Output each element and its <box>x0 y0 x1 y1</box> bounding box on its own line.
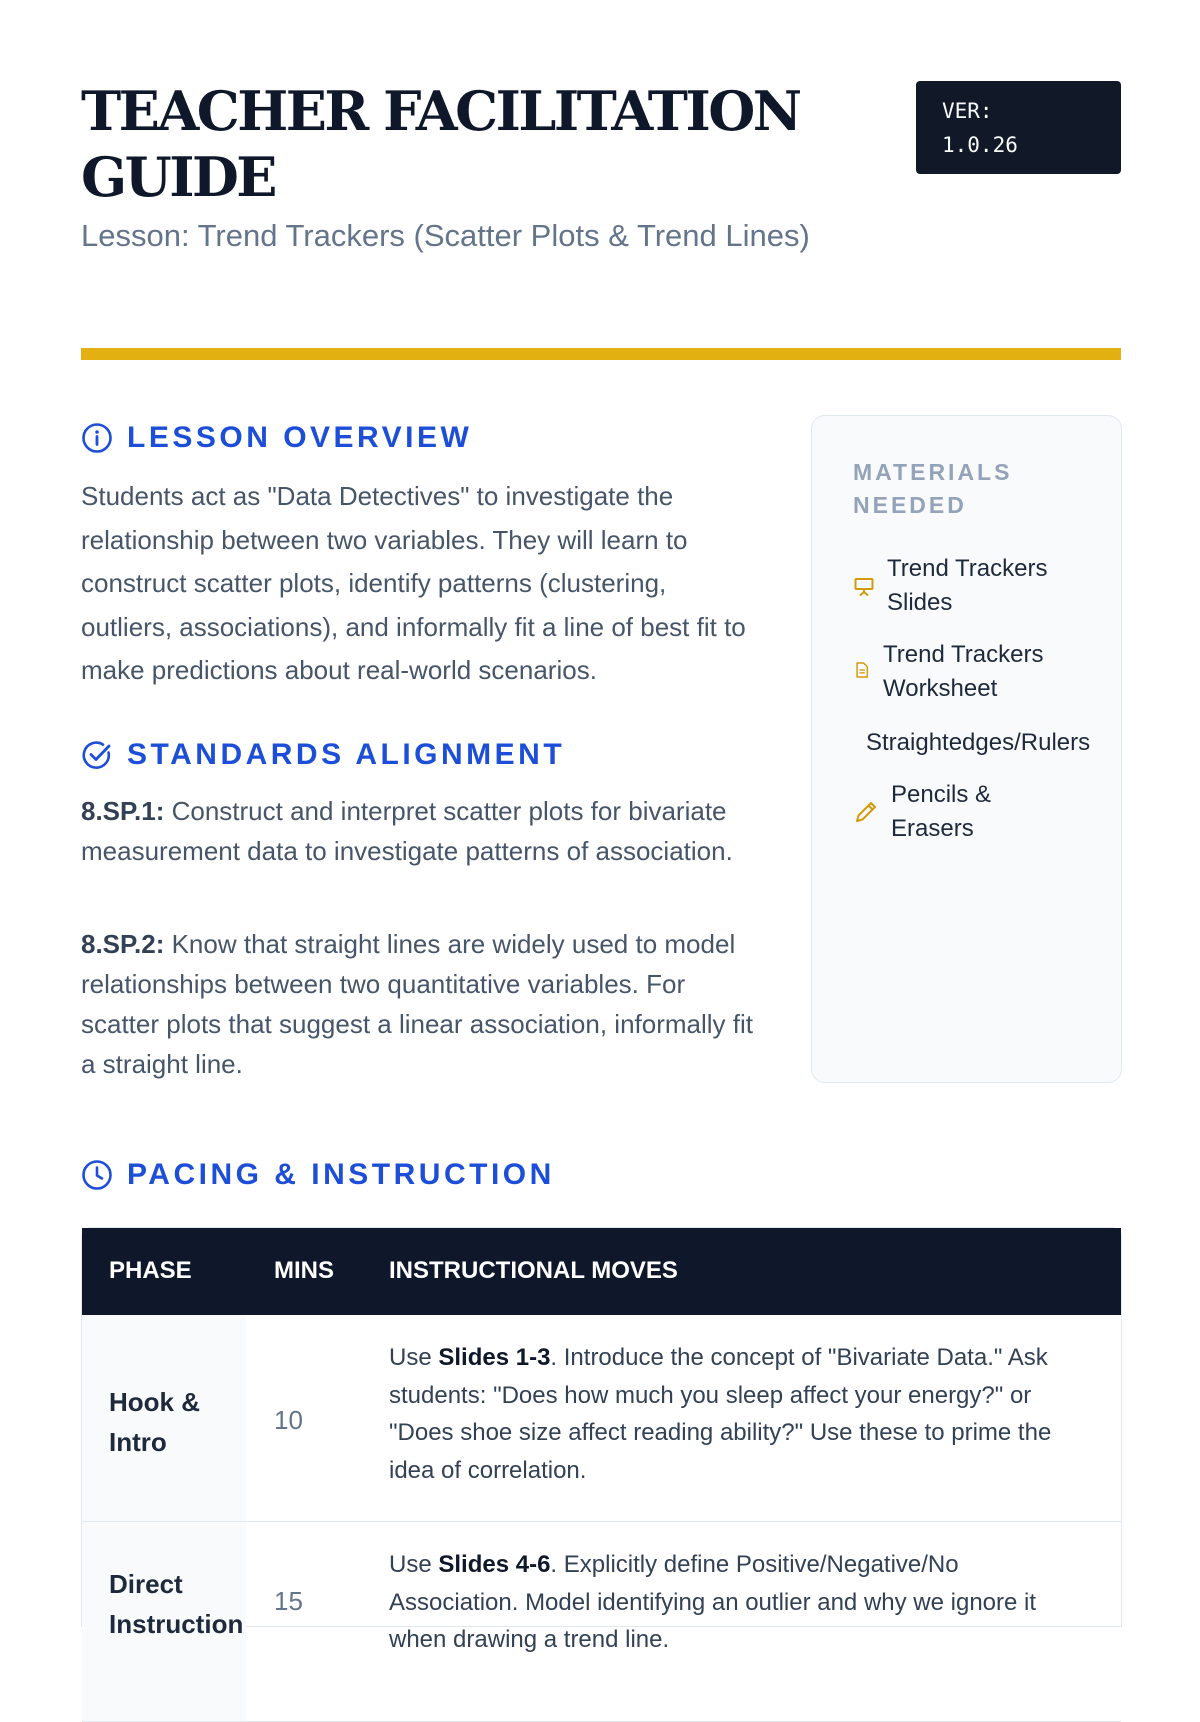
version-badge <box>916 81 1121 174</box>
slides-ref: Slides 4-6 <box>438 1551 551 1578</box>
moves-text: Use <box>389 1344 439 1371</box>
material-label: Pencils & Erasers <box>891 781 992 842</box>
material-label: Trend Trackers Worksheet <box>883 641 1044 702</box>
pacing-table <box>81 1227 1122 1653</box>
check-circle-icon <box>81 739 113 771</box>
material-item <box>866 726 1090 760</box>
lesson-overview-heading <box>81 421 472 455</box>
material-item <box>853 552 1087 620</box>
standard-text: Construct and interpret scatter plots for bivariate measurement data to investigate patterns of association. <box>81 796 733 866</box>
column-header-mins: MINS <box>274 1257 334 1284</box>
moves-text: . Introduce the concept of "Bivariate Data." Ask students: "Does how much you sleep affect your energy?" or "Does shoe size affect reading ability?" Use these to prime the idea of correlation. <box>389 1344 1052 1484</box>
materials-panel <box>811 415 1122 1083</box>
standard-item <box>81 791 761 871</box>
pacing-heading <box>81 1158 555 1192</box>
phase-minutes: 10 <box>274 1405 303 1435</box>
standard-text: Know that straight lines are widely used to model relationships between two quantitative variables. For scatter plots that suggest a linear association, informally fit a straight line. <box>81 929 753 1079</box>
column-header-moves: INSTRUCTIONAL MOVES <box>389 1257 678 1284</box>
info-icon <box>81 422 113 454</box>
material-item <box>853 638 1083 706</box>
phase-name: Direct Instruction <box>109 1569 244 1639</box>
document-icon <box>853 661 871 683</box>
instructional-moves <box>389 1339 1089 1489</box>
standard-item <box>81 924 761 1084</box>
standard-code: 8.SP.2: <box>81 929 165 959</box>
header <box>81 78 1121 259</box>
presentation-icon <box>853 575 875 597</box>
clock-icon <box>81 1159 113 1191</box>
pencil-icon <box>853 799 879 825</box>
materials-title: MATERIALS NEEDED <box>853 459 1013 518</box>
page-title: TEACHER FACILITATION GUIDE <box>81 79 800 209</box>
instructional-moves <box>389 1546 1089 1659</box>
material-label: Trend Trackers Slides <box>887 555 1048 616</box>
phase-name: Hook & Intro <box>109 1387 200 1457</box>
material-label: Straightedges/Rulers <box>866 729 1091 756</box>
lesson-subtitle: Lesson: Trend Trackers (Scatter Plots & Trend Lines) <box>81 218 810 253</box>
moves-text: Use <box>389 1551 439 1578</box>
lesson-overview-title: LESSON OVERVIEW <box>127 421 473 454</box>
moves-text: . Explicitly define Positive/Negative/No Association. Model identifying an outlier and why we ignore it when drawing a trend line. <box>389 1551 1037 1653</box>
standards-heading <box>81 738 565 772</box>
version-label: VER: <box>942 99 993 123</box>
slides-ref: Slides 1-3 <box>438 1344 551 1371</box>
table-row <box>82 1315 1121 1522</box>
version-value: 1.0.26 <box>942 133 1018 157</box>
standard-code: 8.SP.1: <box>81 796 165 826</box>
column-header-phase: PHASE <box>109 1257 192 1284</box>
pacing-title: PACING & INSTRUCTION <box>127 1158 555 1191</box>
phase-minutes: 15 <box>274 1586 303 1616</box>
material-item <box>853 778 1071 846</box>
table-header <box>82 1228 1121 1315</box>
gold-divider <box>81 348 1121 360</box>
lesson-overview-text: Students act as "Data Detectives" to investigate the relationship between two variables. They will learn to construct scatter plots, identify patterns (clustering, outliers, associations), and informally fit a line of best fit to make predictions about real-world scenarios. <box>81 481 746 685</box>
table-row <box>82 1522 1121 1722</box>
standards-title: STANDARDS ALIGNMENT <box>127 738 566 771</box>
